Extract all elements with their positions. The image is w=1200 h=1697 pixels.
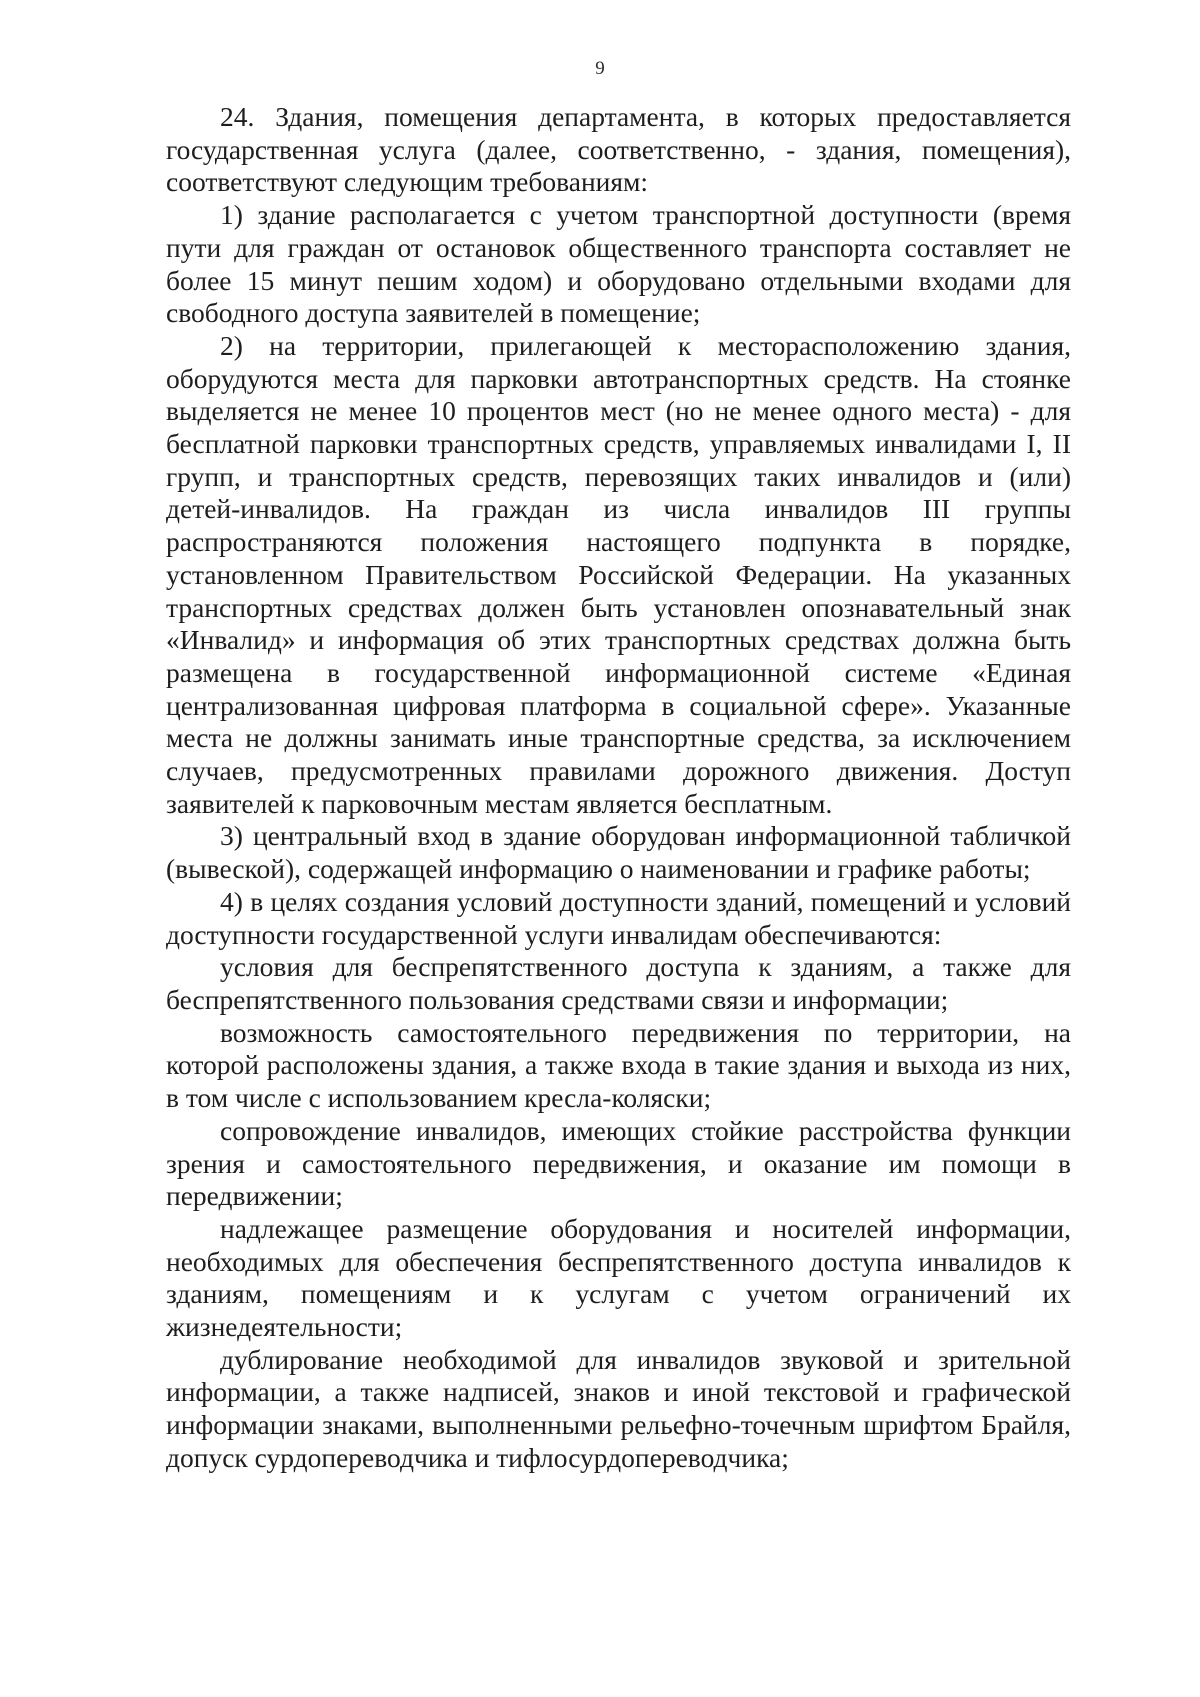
paragraph-independent-movement: возможность самостоятельного передвижения по территории, на которой расположены здания, а также входа в такие здания и выхода из них, в том числе с использованием кресла-коляски; — [166, 1016, 1071, 1114]
paragraph-escort: сопровождение инвалидов, имеющих стойкие расстройства функции зрения и самостоятельного передвижения, и оказание им помощи в передвижении; — [166, 1114, 1071, 1212]
paragraph-24-intro: 24. Здания, помещения департамента, в которых предоставляется государственная услуга (далее, соответственно, - здания, помещения), соответствуют следующим требованиям: — [166, 101, 1071, 198]
document-body — [166, 101, 1071, 1475]
paragraph-item-2: 2) на территории, прилегающей к месторасположению здания, оборудуются места для парковки автотранспортных средств. На стоянке выделяется не менее 10 процентов мест (но не менее одного места) - для бесплатной парковки транспортных средств, управляемых инвалидами I, II групп, и транспортных средств, перевозящих таких инвалидов и (или) детей-инвалидов. На граждан из числа инвалидов III группы распространяются положения настоящего подпункта в порядке, установленном Правительством Российской Федерации. На указанных транспортных средствах должен быть установлен опознавательный знак «Инвалид» и информация об этих транспортных средствах должна быть размещена в государственной информационной системе «Единая централизованная цифровая платформа в социальной сфере». Указанные места не должны занимать иные транспортные средства, за исключением случаев, предусмотренных правилами дорожного движения. Доступ заявителей к парковочным местам является бесплатным. — [166, 329, 1071, 819]
paragraph-accessibility-conditions: условия для беспрепятственного доступа к зданиям, а также для беспрепятственного пользования средствами связи и информации; — [166, 951, 1071, 1015]
paragraph-item-3: 3) центральный вход в здание оборудован информационной табличкой (вывеской), содержащей информацию о наименовании и графике работы; — [166, 820, 1071, 885]
paragraph-item-4: 4) в целях создания условий доступности зданий, помещений и условий доступности государственной услуги инвалидам обеспечиваются: — [166, 885, 1071, 950]
page-number: 9 — [595, 58, 605, 79]
paragraph-item-1: 1) здание располагается с учетом транспортной доступности (время пути для граждан от остановок общественного транспорта составляет не более 15 минут пешим ходом) и оборудовано отдельными входами для свободного доступа заявителей в помещение; — [166, 199, 1071, 329]
paragraph-braille-duplication: дублирование необходимой для инвалидов звуковой и зрительной информации, а также надписей, знаков и иной текстовой и графической информации знаками, выполненными рельефно-точечным шрифтом Брайля, допуск сурдопереводчика и тифлосурдопереводчика; — [166, 1343, 1071, 1473]
paragraph-equipment-placement: надлежащее размещение оборудования и носителей информации, необходимых для обеспечения беспрепятственного доступа инвалидов к зданиям, помещениям и к услугам с учетом ограничений их жизнедеятельности; — [166, 1212, 1071, 1343]
